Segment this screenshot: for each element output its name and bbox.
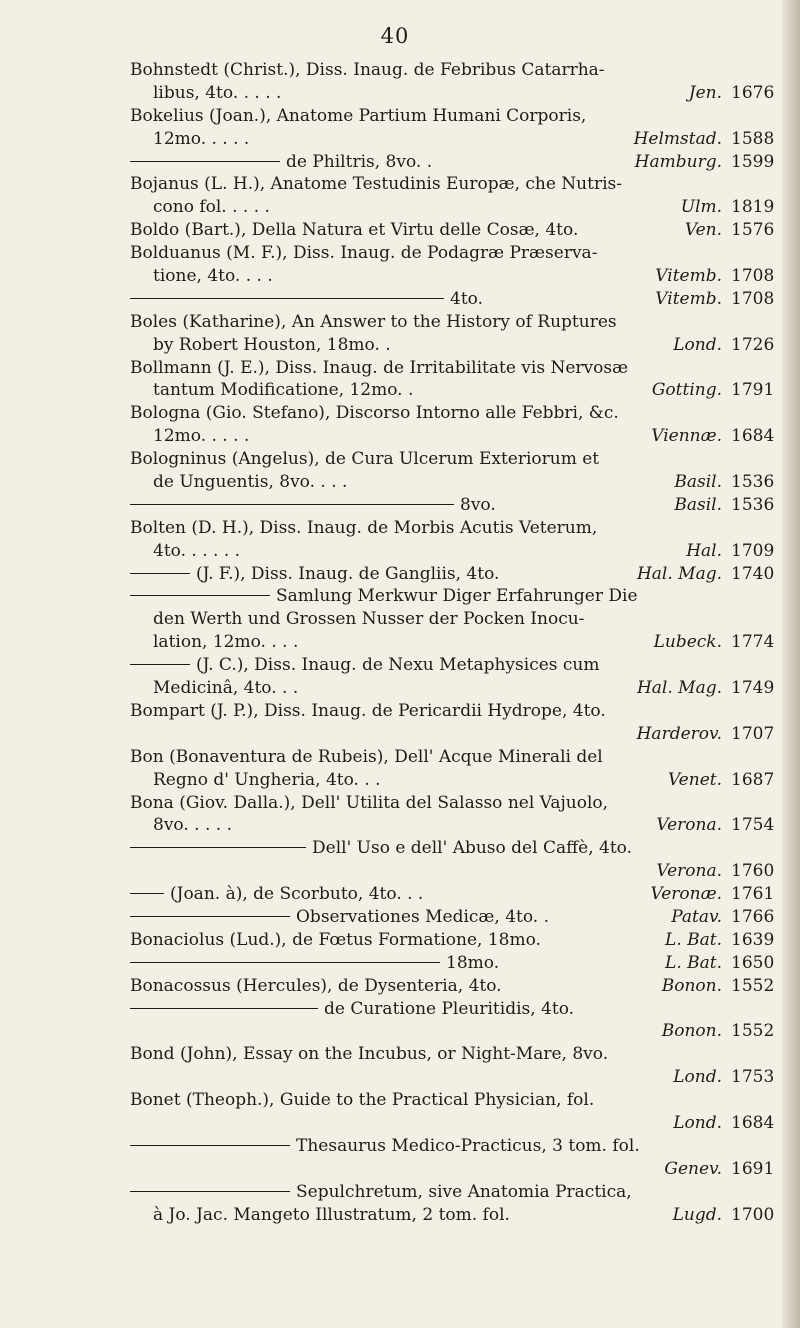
entry-text-content: tantum Modificatione, 12mo. .: [153, 380, 414, 401]
entry-line: [0, 1043, 790, 1066]
publication-year: 1760: [731, 861, 775, 882]
entry-text: [153, 1204, 510, 1227]
entry-text-content: den Werth und Grossen Nusser der Pocken Inocu-: [153, 609, 585, 630]
ditto-rule: [130, 962, 440, 963]
publication-year: 1709: [731, 540, 775, 561]
publication-year: 1774: [731, 632, 775, 653]
publication-year: 1552: [731, 1021, 775, 1042]
ditto-rule: [130, 573, 190, 574]
entry-line: [0, 700, 790, 723]
entry-text: [130, 517, 597, 540]
entry-text-content: à Jo. Jac. Mangeto Illustratum, 2 tom. fol.: [153, 1204, 510, 1225]
entry-line: [0, 448, 790, 471]
publication-year: 1707: [731, 723, 775, 744]
entry-text: [153, 379, 413, 402]
publication-place: Jen.: [688, 82, 722, 103]
publication-year: 1650: [731, 952, 775, 973]
publication-year: 1676: [731, 82, 775, 103]
entry-text: [153, 608, 584, 631]
entry-text: [130, 792, 608, 815]
entry-line: [0, 1181, 790, 1204]
entry-line: [0, 311, 790, 334]
entry-text: [153, 540, 240, 563]
entry-text: [130, 1135, 640, 1158]
publication-place: Lubeck.: [653, 632, 722, 653]
entry-text: [130, 448, 599, 471]
entry-line: [0, 1135, 790, 1158]
entry-line: [0, 173, 790, 196]
publication-place: Viennæ.: [651, 426, 722, 447]
entry-line: [0, 860, 790, 883]
entry-line: [0, 1158, 790, 1181]
entry-text-content: de Unguentis, 8vo. . . .: [153, 472, 348, 493]
publication-year: 1687: [731, 769, 775, 790]
publication-place: Lond.: [673, 1067, 722, 1088]
publication-year: 1791: [731, 380, 775, 401]
entry-text-content: Samlung Merkwur Diger Erfahrunger Die: [276, 586, 638, 607]
entry-text: [153, 631, 298, 654]
publication-year: 1684: [731, 426, 775, 447]
entry-line: [0, 471, 790, 494]
publication-year: 1588: [731, 128, 775, 149]
entry-line: [0, 105, 790, 128]
entry-text: [153, 425, 249, 448]
publication-place: Verona.: [656, 815, 722, 836]
entry-text: [130, 975, 502, 998]
publication-place: Venet.: [667, 769, 722, 790]
entry-text-content: Bonacossus (Hercules), de Dysenteria, 4to.: [130, 975, 502, 996]
entry-text: [130, 1089, 594, 1112]
ditto-rule: [130, 161, 280, 162]
entry-text-content: Boldo (Bart.), Della Natura et Virtu delle Cosæ, 4to.: [130, 220, 579, 241]
entry-text-content: Bokelius (Joan.), Anatome Partium Humani Corporis,: [130, 105, 587, 126]
entry-text: [153, 196, 270, 219]
entry-text: [130, 998, 574, 1021]
publication-year: 1753: [731, 1067, 775, 1088]
ditto-rule: [130, 893, 164, 894]
entry-text-content: (J. F.), Diss. Inaug. de Gangliis, 4to.: [196, 563, 500, 584]
entry-text-content: Sepulchretum, sive Anatomia Practica,: [296, 1181, 632, 1202]
page-number: 40: [380, 24, 410, 48]
entry-line: [0, 196, 790, 219]
entry-line: [0, 494, 790, 517]
publication-place: Lond.: [673, 334, 722, 355]
entry-text: [130, 563, 499, 586]
entry-text-content: Bompart (J. P.), Diss. Inaug. de Pericardii Hydrope, 4to.: [130, 700, 606, 721]
entry-text-content: 8vo. . . . .: [153, 815, 232, 836]
publication-place: Harderov.: [636, 723, 722, 744]
entry-line: [0, 219, 790, 242]
publication-year: 1749: [731, 678, 775, 699]
entry-text-content: Regno d' Ungheria, 4to. . .: [153, 769, 381, 790]
entry-text-content: de Curatione Pleuritidis, 4to.: [324, 998, 575, 1019]
entry-line: [0, 769, 790, 792]
entry-text: [130, 1181, 632, 1204]
entry-line: [0, 654, 790, 677]
entry-text-content: Bonaciolus (Lud.), de Fœtus Formatione, 18mo.: [130, 929, 541, 950]
bibliography-entries: [0, 59, 790, 1226]
publication-place: L. Bat.: [665, 929, 722, 950]
entry-line: [0, 402, 790, 425]
entry-line: [0, 563, 790, 586]
publication-place: Bonon.: [661, 975, 722, 996]
publication-year: 1700: [731, 1204, 775, 1225]
ditto-rule: [130, 664, 190, 665]
entry-text-content: Thesaurus Medico-Practicus, 3 tom. fol.: [296, 1135, 640, 1156]
entry-text-content: lation, 12mo. . . .: [153, 632, 299, 653]
entry-text-content: (J. C.), Diss. Inaug. de Nexu Metaphysices cum: [196, 655, 600, 676]
entry-text: [153, 769, 381, 792]
entry-line: [0, 929, 790, 952]
publication-place: Vitemb.: [655, 288, 722, 309]
entry-line: [0, 59, 790, 82]
entry-text: [130, 288, 483, 311]
entry-text-content: Bond (John), Essay on the Incubus, or Night-Mare, 8vo.: [130, 1044, 609, 1065]
entry-line: [0, 265, 790, 288]
entry-line: [0, 792, 790, 815]
publication-place: Ven.: [684, 220, 722, 241]
entry-text: [130, 1043, 608, 1066]
entry-text-content: Boles (Katharine), An Answer to the History of Ruptures: [130, 311, 617, 332]
entry-text-content: Medicinâ, 4to. . .: [153, 678, 299, 699]
entry-line: [0, 837, 790, 860]
entry-text-content: by Robert Houston, 18mo. .: [153, 334, 391, 355]
publication-year: 1754: [731, 815, 775, 836]
publication-year: 1599: [731, 151, 775, 172]
publication-place: Gotting.: [651, 380, 722, 401]
entry-text-content: Bologna (Gio. Stefano), Discorso Intorno alle Febbri, &c.: [130, 403, 619, 424]
entry-line: [0, 1112, 790, 1135]
entry-line: [0, 517, 790, 540]
entry-text: [130, 494, 496, 517]
entry-text: [130, 219, 578, 242]
entry-text: [130, 929, 541, 952]
entry-line: [0, 128, 790, 151]
publication-place: Hal. Mag.: [636, 678, 722, 699]
entry-line: [0, 540, 790, 563]
entry-text: [130, 906, 549, 929]
entry-line: [0, 814, 790, 837]
entry-text-content: cono fol. . . . .: [153, 197, 270, 218]
entry-text: [153, 334, 391, 357]
entry-text-content: 8vo.: [460, 494, 496, 515]
entry-text: [153, 82, 281, 105]
entry-text: [130, 746, 603, 769]
entry-line: [0, 357, 790, 380]
entry-text: [130, 357, 628, 380]
ditto-rule: [130, 298, 444, 299]
publication-year: 1726: [731, 334, 775, 355]
entry-text-content: Bollmann (J. E.), Diss. Inaug. de Irritabilitate vis Nervosæ: [130, 357, 629, 378]
entry-text: [130, 59, 605, 82]
publication-year: 1819: [731, 197, 775, 218]
ditto-rule: [130, 595, 270, 596]
entry-line: [0, 585, 790, 608]
publication-year: 1761: [731, 884, 775, 905]
entry-text-content: 12mo. . . . .: [153, 426, 250, 447]
entry-text: [130, 105, 586, 128]
entry-line: [0, 1204, 790, 1227]
publication-year: 1684: [731, 1112, 775, 1133]
entry-line: [0, 334, 790, 357]
entry-text: [130, 883, 423, 906]
publication-place: Lond.: [673, 1112, 722, 1133]
entry-line: [0, 677, 790, 700]
entry-text: [130, 402, 619, 425]
entry-line: [0, 906, 790, 929]
entry-line: [0, 952, 790, 975]
publication-year: 1536: [731, 472, 775, 493]
publication-place: Ulm.: [680, 197, 722, 218]
ditto-rule: [130, 1008, 318, 1009]
publication-place: Bonon.: [661, 1021, 722, 1042]
entry-text-content: Bologninus (Angelus), de Cura Ulcerum Exteriorum et: [130, 449, 600, 470]
entry-text: [130, 952, 499, 975]
entry-text: [130, 173, 622, 196]
entry-line: [0, 242, 790, 265]
publication-year: 1576: [731, 220, 775, 241]
entry-text-content: 4to.: [450, 288, 483, 309]
entry-text: [153, 265, 273, 288]
publication-year: 1708: [731, 288, 775, 309]
ditto-rule: [130, 916, 290, 917]
entry-text-content: Bolten (D. H.), Diss. Inaug. de Morbis Acutis Veterum,: [130, 517, 598, 538]
entry-text-content: (Joan. à), de Scorbuto, 4to. . .: [170, 884, 424, 905]
entry-text-content: de Philtris, 8vo. .: [286, 151, 433, 172]
publication-year: 1766: [731, 906, 775, 927]
entry-text-content: Dell' Uso e dell' Abuso del Caffè, 4to.: [312, 838, 633, 859]
publication-year: 1708: [731, 266, 775, 287]
entry-line: [0, 723, 790, 746]
entry-text-content: 12mo. . . . .: [153, 128, 250, 149]
publication-place: Hal.: [686, 540, 722, 561]
entry-text-content: Bolduanus (M. F.), Diss. Inaug. de Podagræ Præserva-: [130, 243, 598, 264]
publication-place: L. Bat.: [665, 952, 722, 973]
publication-year: 1536: [731, 494, 775, 515]
entry-line: [0, 975, 790, 998]
publication-place: Basil.: [674, 494, 722, 515]
entry-text: [130, 837, 632, 860]
publication-place: Lugd.: [672, 1204, 722, 1225]
entry-line: [0, 608, 790, 631]
entry-text-content: 18mo.: [446, 952, 500, 973]
entry-line: [0, 1066, 790, 1089]
entry-text: [153, 128, 249, 151]
publication-place: Genev.: [664, 1158, 722, 1179]
publication-place: Vitemb.: [655, 266, 722, 287]
entry-line: [0, 151, 790, 174]
entry-text-content: Bohnstedt (Christ.), Diss. Inaug. de Febribus Catarrha-: [130, 60, 605, 80]
entry-line: [0, 998, 790, 1021]
publication-place: Verona.: [656, 861, 722, 882]
entry-text-content: Bonet (Theoph.), Guide to the Practical Physician, fol.: [130, 1090, 595, 1111]
ditto-rule: [130, 1191, 290, 1192]
publication-year: 1639: [731, 929, 775, 950]
entry-text-content: tione, 4to. . . .: [153, 266, 273, 287]
entry-text: [130, 151, 432, 174]
publication-year: 1691: [731, 1158, 775, 1179]
entry-text: [130, 700, 606, 723]
publication-place: Hal. Mag.: [636, 563, 722, 584]
publication-year: 1740: [731, 563, 775, 584]
publication-place: Basil.: [674, 472, 722, 493]
publication-place: Veronæ.: [650, 884, 722, 905]
entry-text: [130, 311, 617, 334]
entry-text: [130, 585, 638, 608]
entry-line: [0, 425, 790, 448]
entry-text: [130, 242, 597, 265]
entry-text-content: libus, 4to. . . . .: [153, 82, 282, 103]
publication-year: 1552: [731, 975, 775, 996]
entry-text: [153, 814, 232, 837]
entry-text-content: Bona (Giov. Dalla.), Dell' Utilita del Salasso nel Vajuolo,: [130, 792, 609, 813]
entry-line: [0, 379, 790, 402]
entry-text-content: Bon (Bonaventura de Rubeis), Dell' Acque Minerali del: [130, 746, 603, 767]
publication-place: Patav.: [671, 906, 722, 927]
entry-line: [0, 631, 790, 654]
entry-text: [130, 654, 600, 677]
publication-place: Helmstad.: [633, 128, 722, 149]
entry-text: [153, 677, 298, 700]
entry-line: [0, 82, 790, 105]
entry-line: [0, 746, 790, 769]
ditto-rule: [130, 1145, 290, 1146]
entry-text-content: Bojanus (L. H.), Anatome Testudinis Europæ, che Nutris-: [130, 174, 622, 195]
ditto-rule: [130, 504, 454, 505]
ditto-rule: [130, 847, 306, 848]
entry-line: [0, 288, 790, 311]
publication-place: Hamburg.: [634, 151, 722, 172]
entry-text-content: 4to. . . . . .: [153, 540, 241, 561]
entry-line: [0, 1020, 790, 1043]
entry-line: [0, 883, 790, 906]
entry-text-content: Observationes Medicæ, 4to. .: [296, 906, 549, 927]
entry-line: [0, 1089, 790, 1112]
entry-text: [153, 471, 347, 494]
